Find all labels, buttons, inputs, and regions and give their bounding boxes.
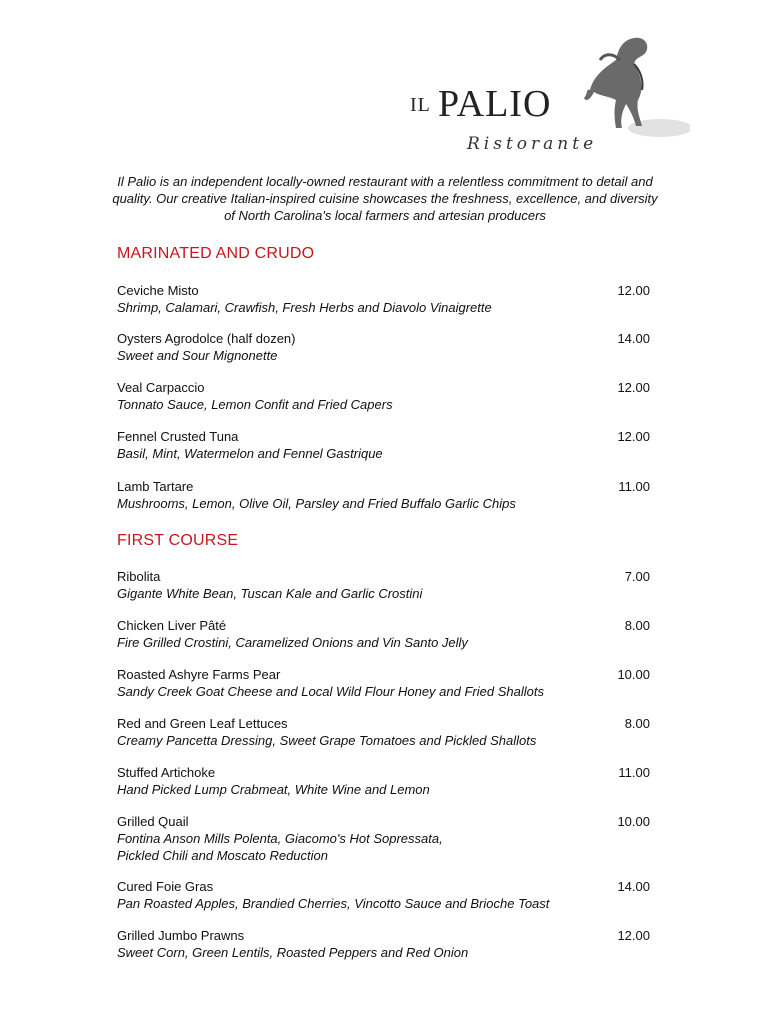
menu-item xyxy=(117,618,652,651)
item-price: 11.00 xyxy=(618,765,650,780)
item-name: Stuffed Artichoke xyxy=(117,765,216,780)
item-description: Sandy Creek Goat Cheese and Local Wild Flour Honey and Fried Shallots xyxy=(117,684,544,699)
item-description: Pan Roasted Apples, Brandied Cherries, Vincotto Sauce and Brioche Toast xyxy=(117,896,550,911)
rearing-horse-icon xyxy=(550,30,690,140)
menu-item xyxy=(117,765,652,798)
section-title-first-course: FIRST COURSE xyxy=(117,532,239,549)
item-description: Fontina Anson Mills Polenta, Giacomo's Hot Sopressata, xyxy=(117,831,443,846)
item-description: Mushrooms, Lemon, Olive Oil, Parsley and Fried Buffalo Garlic Chips xyxy=(117,496,516,511)
item-name: Ribolita xyxy=(117,569,161,584)
menu-item xyxy=(117,429,652,462)
logo-palio-text: PALIO xyxy=(438,83,552,125)
item-description: Fire Grilled Crostini, Caramelized Onions and Vin Santo Jelly xyxy=(117,635,468,650)
item-description: Hand Picked Lump Crabmeat, White Wine and Lemon xyxy=(117,782,430,797)
menu-item xyxy=(117,716,652,749)
item-name: Cured Foie Gras xyxy=(117,879,214,894)
item-name: Lamb Tartare xyxy=(117,479,194,494)
item-name: Roasted Ashyre Farms Pear xyxy=(117,667,281,682)
restaurant-logo xyxy=(400,30,690,170)
intro-paragraph: Il Palio is an independent locally-owned restaurant with a relentless commitment to detail and quality. Our creative Italian-inspired cuisine showcases the freshness, excellence, and diversity of North Carolina's local farmers and artesian producers xyxy=(112,174,658,223)
item-price: 12.00 xyxy=(617,380,650,395)
item-name: Veal Carpaccio xyxy=(117,380,205,395)
menu-item xyxy=(117,928,652,961)
menu-item xyxy=(117,814,652,864)
item-price: 8.00 xyxy=(624,618,650,633)
section-title-marinated: MARINATED AND CRUDO xyxy=(117,245,315,262)
item-price: 11.00 xyxy=(618,479,650,494)
menu-item xyxy=(117,283,652,316)
item-name: Fennel Crusted Tuna xyxy=(117,429,239,444)
item-name: Ceviche Misto xyxy=(117,283,199,298)
menu-item xyxy=(117,331,652,364)
item-price: 8.00 xyxy=(624,716,650,731)
item-name: Red and Green Leaf Lettuces xyxy=(117,716,288,731)
item-name: Chicken Liver Pâté xyxy=(117,618,227,633)
logo-ristorante-text: Ristorante xyxy=(467,134,598,154)
item-description-line2: Pickled Chili and Moscato Reduction xyxy=(117,848,328,863)
item-description: Tonnato Sauce, Lemon Confit and Fried Capers xyxy=(117,397,393,412)
item-price: 10.00 xyxy=(617,814,650,829)
item-price: 12.00 xyxy=(617,928,650,943)
item-description: Shrimp, Calamari, Crawfish, Fresh Herbs and Diavolo Vinaigrette xyxy=(117,300,492,315)
item-description: Basil, Mint, Watermelon and Fennel Gastrique xyxy=(117,446,383,461)
menu-item xyxy=(117,380,652,413)
item-description: Sweet and Sour Mignonette xyxy=(117,348,278,363)
logo-il-text: IL xyxy=(410,94,431,116)
item-price: 14.00 xyxy=(617,879,650,894)
item-price: 12.00 xyxy=(617,283,650,298)
item-description: Creamy Pancetta Dressing, Sweet Grape Tomatoes and Pickled Shallots xyxy=(117,733,537,748)
item-name: Oysters Agrodolce (half dozen) xyxy=(117,331,296,346)
item-price: 10.00 xyxy=(617,667,650,682)
item-description: Gigante White Bean, Tuscan Kale and Garlic Crostini xyxy=(117,586,423,601)
item-description: Sweet Corn, Green Lentils, Roasted Peppers and Red Onion xyxy=(117,945,469,960)
item-name: Grilled Jumbo Prawns xyxy=(117,928,245,943)
menu-item xyxy=(117,879,652,912)
menu-item xyxy=(117,667,652,700)
menu-item xyxy=(117,479,652,512)
menu-item xyxy=(117,569,652,602)
item-price: 14.00 xyxy=(617,331,650,346)
item-price: 7.00 xyxy=(624,569,650,584)
item-name: Grilled Quail xyxy=(117,814,189,829)
item-price: 12.00 xyxy=(617,429,650,444)
